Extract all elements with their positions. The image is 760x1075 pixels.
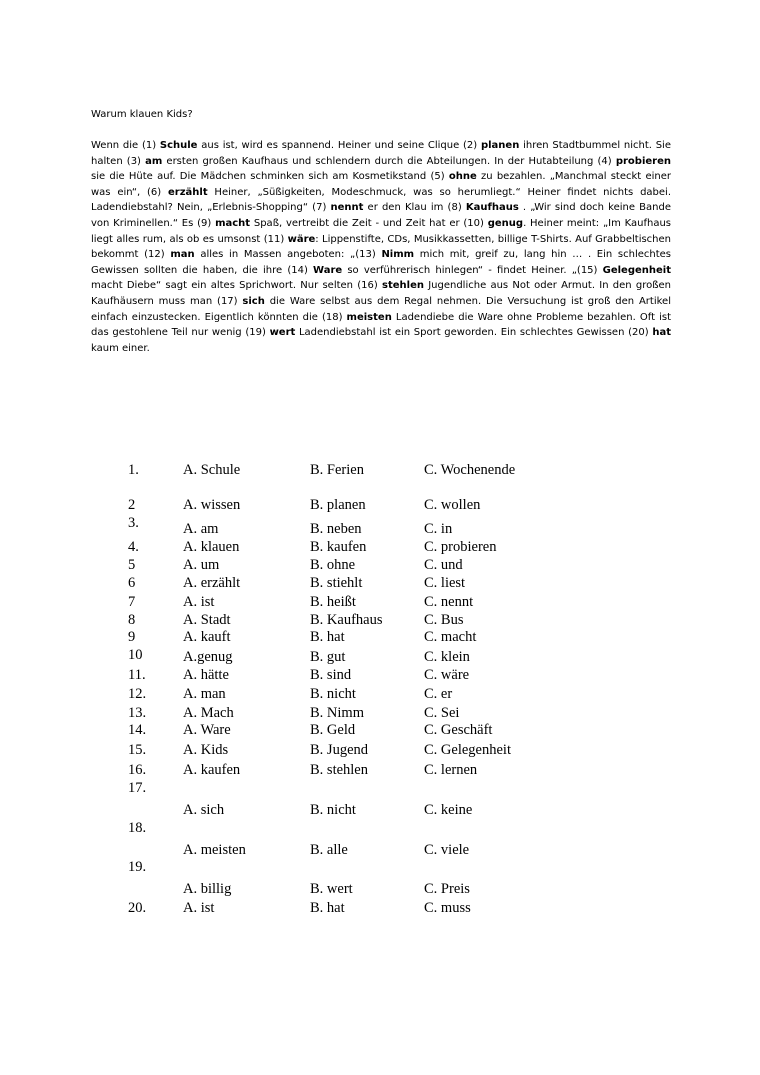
passage-text: . Heiner meint: „Im Kaufhaus liegt alles rum, als ob es umsonst (11): [91, 217, 671, 245]
option-b: B. kaufen: [310, 539, 367, 555]
item-number: 16.: [128, 762, 147, 778]
passage-text: Ladendiebe die Ware ohne Probleme bezahlen. Oft ist das gestohlene Teil nur wenig (19): [91, 311, 671, 339]
answer-word: wert: [269, 327, 296, 339]
option-row: [0, 722, 760, 740]
answer-word: nennt: [330, 202, 364, 214]
option-c: C. lernen: [424, 762, 478, 778]
item-number: 1.: [128, 462, 139, 478]
item-number: 12.: [128, 686, 147, 702]
option-b: B. ohne: [310, 557, 356, 573]
worksheet-title: Warum klauen Kids?: [91, 109, 193, 120]
passage-text: Spaß, vertreibt die Zeit - und Zeit hat er (10): [250, 217, 488, 229]
option-c: C. wäre: [424, 667, 470, 683]
option-a: A. kauft: [183, 629, 231, 645]
option-b: B. Jugend: [310, 742, 368, 758]
item-number: 15.: [128, 742, 147, 758]
answer-word: Gelegenheit: [602, 264, 671, 276]
option-a: A. ist: [183, 594, 215, 610]
option-row: [0, 742, 760, 760]
option-a: A. billig: [183, 881, 232, 897]
passage-text: Ladendiebstahl ist ein Sport geworden. Ein schlechtes Gewissen (20): [295, 327, 653, 339]
passage-text: er den Klau im (8): [363, 202, 466, 214]
answer-word: Ware: [313, 264, 343, 276]
option-b: B. stehlen: [310, 762, 368, 778]
option-row: [0, 462, 760, 480]
answer-word: Schule: [159, 140, 198, 151]
passage-text: Heiner, „Süßigkeiten, Modeschmuck, was so herumliegt.“ Heiner findet nichts dabei. Ladendiebstahl? Nein, „Erlebnis-Shopping“ (7): [91, 186, 672, 214]
answer-word: sich: [242, 295, 265, 307]
item-number: 13.: [128, 705, 147, 721]
item-number: 19.: [128, 859, 147, 875]
option-a: A. klauen: [183, 539, 240, 555]
option-a: A. sich: [183, 802, 225, 818]
option-c: C. Gelegenheit: [424, 742, 511, 758]
item-number: 9: [128, 629, 136, 645]
option-a: A. am: [183, 521, 219, 537]
option-b: B. neben: [310, 521, 362, 537]
option-c: C. Bus: [424, 612, 464, 628]
answer-word: probieren: [615, 155, 671, 167]
passage-text: zu bezahlen. „Manchmal steckt einer was ein“, (6): [91, 171, 671, 198]
option-row: [0, 859, 760, 877]
option-b: B. gut: [310, 649, 346, 665]
option-c: C. und: [424, 557, 463, 573]
passage-text: . „Wir sind doch keine Bande von Kriminellen.“ Es (9): [91, 202, 671, 229]
option-row: [0, 539, 760, 557]
option-c: C. liest: [424, 575, 466, 591]
option-a: A. Ware: [183, 722, 231, 738]
item-number: 5: [128, 557, 136, 573]
option-c: C. Sei: [424, 705, 460, 721]
answer-word: stehlen: [382, 280, 424, 292]
answer-word: meisten: [346, 311, 392, 323]
option-c: C. probieren: [424, 539, 497, 555]
option-row: [0, 802, 760, 820]
option-b: B. wert: [310, 881, 353, 897]
passage-text: alles in Massen angeboten: „(13): [194, 249, 382, 261]
option-row: [0, 881, 760, 899]
option-a: A. hätte: [183, 667, 229, 683]
option-row: [0, 762, 760, 780]
item-number: 20.: [128, 900, 147, 916]
answer-word: hat: [652, 327, 671, 339]
option-a: A. Schule: [183, 462, 241, 478]
option-b: B. nicht: [310, 686, 356, 702]
passage-text: so verführerisch hinlegen“ - findet Heiner. „(15): [342, 264, 603, 276]
option-c: C. klein: [424, 649, 470, 665]
passage-text: kaum einer.: [91, 342, 150, 354]
option-row: [0, 521, 760, 539]
item-number: 11.: [128, 667, 146, 683]
option-row: [0, 594, 760, 612]
option-b: B. Ferien: [310, 462, 364, 478]
option-c: C. macht: [424, 629, 477, 645]
option-a: A. Mach: [183, 705, 234, 721]
option-row: [0, 686, 760, 704]
answer-word: macht: [215, 217, 251, 229]
passage-text: ihren Stadtbummel nicht. Sie halten (3): [91, 140, 671, 167]
answer-word: Kaufhaus: [465, 202, 519, 214]
option-a: A. um: [183, 557, 220, 573]
option-row: [0, 497, 760, 515]
option-b: B. Geld: [310, 722, 356, 738]
passage-text: macht Diebe“ sagt ein altes Sprichwort. Nur selten (16): [91, 280, 383, 292]
option-c: C. nennt: [424, 594, 474, 610]
item-number: 10: [128, 647, 143, 663]
option-row: [0, 629, 760, 647]
option-a: A. wissen: [183, 497, 241, 513]
answer-word: am: [145, 155, 163, 167]
option-a: A. Stadt: [183, 612, 231, 628]
passage-text: mich mit, greif zu, lang hin … . Ein schlechtes Gewissen sollten die haben, die ihre (14): [91, 249, 671, 276]
item-number: 7: [128, 594, 136, 610]
item-number: 4.: [128, 539, 139, 555]
option-a: A. Kids: [183, 742, 229, 758]
option-row: [0, 820, 760, 838]
item-number: 8: [128, 612, 136, 628]
option-b: B. alle: [310, 842, 348, 858]
item-number: 2: [128, 497, 136, 513]
item-number: 3.: [128, 515, 139, 531]
option-c: C. er: [424, 686, 453, 702]
passage-text: sie die Hüte auf. Die Mädchen schminken sich am Kosmetikstand (5): [91, 171, 449, 183]
option-row: [0, 667, 760, 685]
option-row: [0, 575, 760, 593]
option-b: B. hat: [310, 629, 345, 645]
option-row: [0, 900, 760, 918]
option-b: B. Nimm: [310, 705, 364, 721]
passage-text: Wenn die (1): [91, 140, 160, 151]
option-row: [0, 557, 760, 575]
item-number: 17.: [128, 780, 147, 796]
option-c: C. in: [424, 521, 453, 537]
option-row: [0, 705, 760, 723]
option-c: C. Preis: [424, 881, 470, 897]
option-a: A. erzählt: [183, 575, 241, 591]
option-c: C. Wochenende: [424, 462, 516, 478]
option-c: C. viele: [424, 842, 470, 858]
option-row: [0, 649, 760, 667]
option-row: [0, 780, 760, 798]
option-b: B. hat: [310, 900, 345, 916]
option-c: C. Geschäft: [424, 722, 493, 738]
option-b: B. Kaufhaus: [310, 612, 383, 628]
option-a: A. kaufen: [183, 762, 241, 778]
option-b: B. nicht: [310, 802, 356, 818]
option-a: A. man: [183, 686, 226, 702]
answer-word: genug: [487, 217, 524, 229]
option-b: B. sind: [310, 667, 352, 683]
option-c: C. muss: [424, 900, 471, 916]
option-row: [0, 612, 760, 630]
option-a: A. ist: [183, 900, 215, 916]
item-number: 6: [128, 575, 136, 591]
option-b: B. stiehlt: [310, 575, 363, 591]
option-c: C. keine: [424, 802, 473, 818]
option-a: A. meisten: [183, 842, 246, 858]
option-b: B. planen: [310, 497, 366, 513]
answer-word: erzählt: [168, 186, 208, 198]
passage-text: Jugendliche aus Not oder Armut. In den großen Kaufhäusern muss man (17): [91, 280, 671, 307]
answer-word: Nimm: [381, 249, 415, 261]
option-c: C. wollen: [424, 497, 481, 513]
passage-text: : Lippenstifte, CDs, Musikkassetten, billige T-Shirts. Auf Grabbeltischen bekommt (12): [91, 233, 672, 261]
passage-text: aus ist, wird es spannend. Heiner und seine Clique (2): [197, 140, 481, 151]
item-number: 14.: [128, 722, 147, 738]
answer-word: man: [170, 249, 195, 261]
answer-word: planen: [480, 140, 520, 151]
answer-word: ohne: [448, 171, 477, 183]
passage-text: die Ware selbst aus dem Regal nehmen. Die Versuchung ist groß den Artikel einfach einzustecken. Eigentlich könnten die (18): [91, 295, 671, 323]
option-a: A.genug: [183, 649, 233, 665]
option-b: B. heißt: [310, 594, 356, 610]
item-number: 18.: [128, 820, 147, 836]
passage-text: ersten großen Kaufhaus und schlendern durch die Abteilungen. In der Hutabteilung (4): [162, 155, 616, 167]
answer-word: wäre: [287, 233, 316, 245]
option-row: [0, 842, 760, 860]
